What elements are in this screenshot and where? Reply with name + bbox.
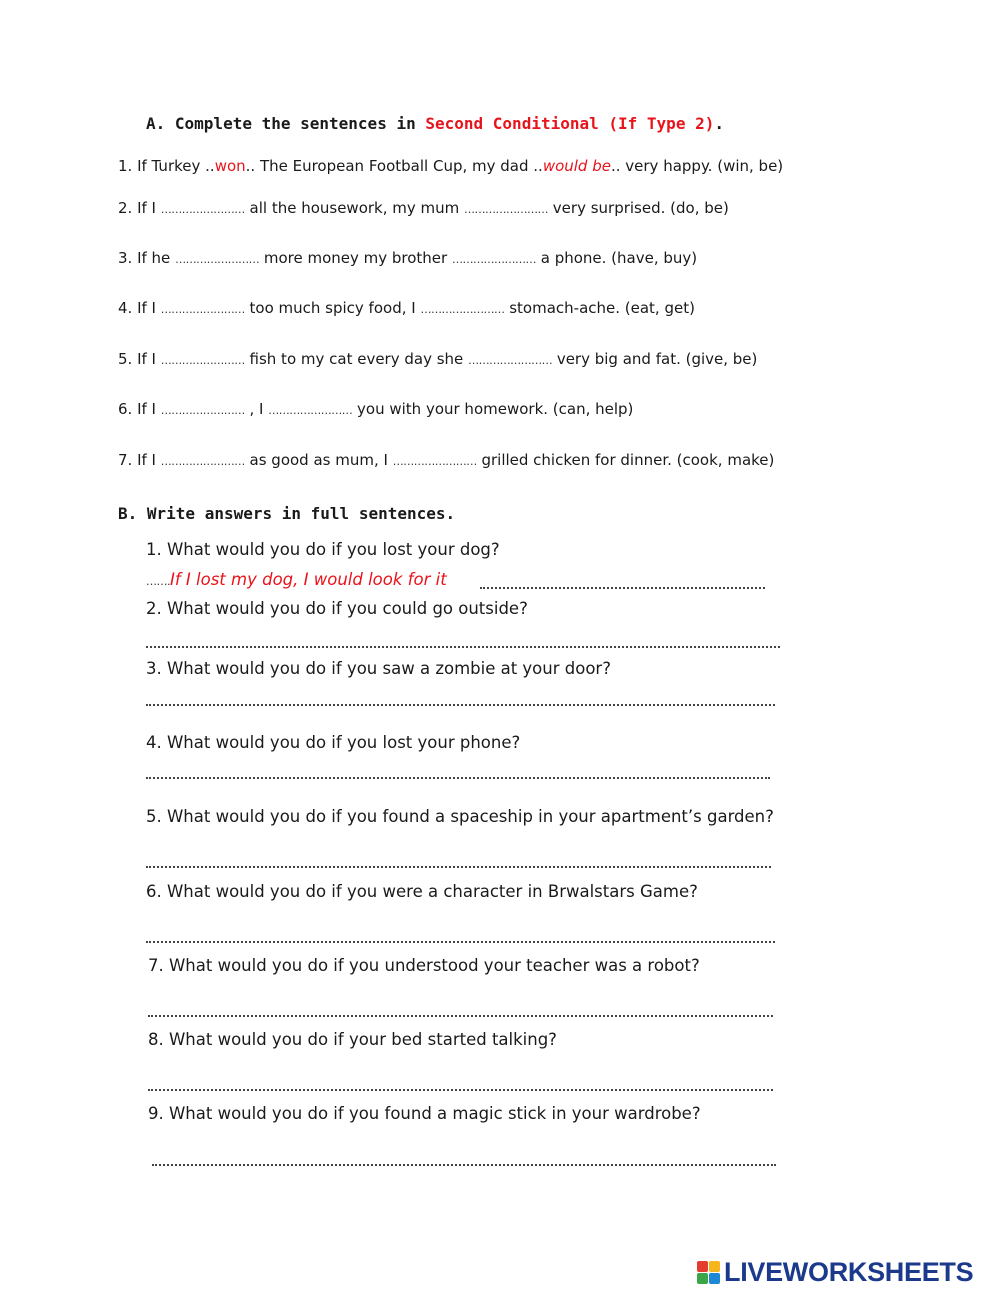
question-5: 5. What would you do if you found a spaceship in your apartment’s garden? [146,807,774,826]
logo-square-red [697,1261,708,1272]
exercise-text: stomach-ache. (eat, get) [504,299,695,317]
question-3: 3. What would you do if you saw a zombie at your door? [146,659,611,678]
exercise-item-7 [118,451,774,469]
exercise-text: 4. If I [118,299,161,317]
exercise-text: all the housework, my mum [244,199,465,217]
exercise-text: .. very happy. (win, be) [610,157,784,175]
exercise-text: very big and fat. (give, be) [552,350,758,368]
exercise-item-2 [118,199,729,217]
answer-blank[interactable]: …………………… [468,354,553,367]
section-b-title: B. Write answers in full sentences. [118,504,456,523]
question-9: 9. What would you do if you found a magic stick in your wardrobe? [148,1104,701,1123]
exercise-text: grilled chicken for dinner. (cook, make) [476,451,775,469]
section-a-title-suffix: . [714,114,724,133]
answer-blank[interactable]: …………………… [160,354,245,367]
exercise-text: you with your homework. (can, help) [352,400,634,418]
exercise-text: 3. If he [118,249,176,267]
section-a-title [146,114,724,133]
answer-blank[interactable]: …………………… [160,404,245,417]
question-4: 4. What would you do if you lost your phone? [146,733,521,752]
exercise-text: more money my brother [259,249,452,267]
exercise-text: 1. If Turkey .. [118,157,215,175]
liveworksheets-logo [697,1257,973,1288]
exercise-item-4 [118,299,695,317]
question-8: 8. What would you do if your bed started talking? [148,1030,557,1049]
example-answer-would-be: would be [542,157,611,175]
exercise-item-1 [118,157,783,175]
answer-blank[interactable]: …………………… [392,455,477,468]
logo-square-yellow [709,1261,720,1272]
exercise-text: fish to my cat every day she [244,350,469,368]
question-6: 6. What would you do if you were a character in Brwalstars Game? [146,882,698,901]
answer-line-3[interactable] [146,704,775,706]
answer-line-2[interactable] [146,646,780,648]
answer-blank[interactable]: …………………… [160,455,245,468]
answer-line-4[interactable] [146,777,770,779]
answer-blank[interactable]: …………………… [160,203,245,216]
exercise-item-6 [118,400,633,418]
exercise-text: as good as mum, I [244,451,393,469]
answer-blank[interactable]: …………………… [175,253,260,266]
question-2: 2. What would you do if you could go outside? [146,599,528,618]
answer-line-5[interactable] [146,866,771,868]
answer-line-6[interactable] [146,941,775,943]
dots-prefix: ……. [146,575,170,588]
answer-blank[interactable]: …………………… [268,404,353,417]
exercise-text: very surprised. (do, be) [548,199,729,217]
section-a-title-highlight: Second Conditional (If Type 2) [425,114,715,133]
logo-text: LIVEWORKSHEETS [724,1257,974,1287]
answer-blank[interactable]: …………………… [420,303,505,316]
exercise-text: 5. If I [118,350,161,368]
example-answer-won: won [214,157,246,175]
exercise-item-5 [118,350,757,368]
section-a-title-prefix: A. Complete the sentences in [146,114,426,133]
example-answer: If I lost my dog, I would look for it [170,570,447,589]
question-7: 7. What would you do if you understood your teacher was a robot? [148,956,700,975]
exercise-item-3 [118,249,697,267]
question-1: 1. What would you do if you lost your dog? [146,540,500,559]
logo-square-blue [709,1273,720,1284]
answer-line-1[interactable] [480,587,765,589]
answer-blank[interactable]: …………………… [451,253,536,266]
exercise-text: 6. If I [118,400,161,418]
exercise-text: 7. If I [118,451,161,469]
answer-line-8[interactable] [148,1089,773,1091]
exercise-text: too much spicy food, I [244,299,421,317]
logo-square-green [697,1273,708,1284]
example-answer-line [146,570,447,589]
answer-line-7[interactable] [148,1015,773,1017]
exercise-text: a phone. (have, buy) [535,249,698,267]
answer-blank[interactable]: …………………… [464,203,549,216]
answer-blank[interactable]: …………………… [160,303,245,316]
exercise-text: , I [244,400,269,418]
exercise-text: .. The European Football Cup, my dad .. [245,157,543,175]
logo-mark-icon [697,1261,720,1284]
answer-line-9[interactable] [152,1164,776,1166]
exercise-text: 2. If I [118,199,161,217]
